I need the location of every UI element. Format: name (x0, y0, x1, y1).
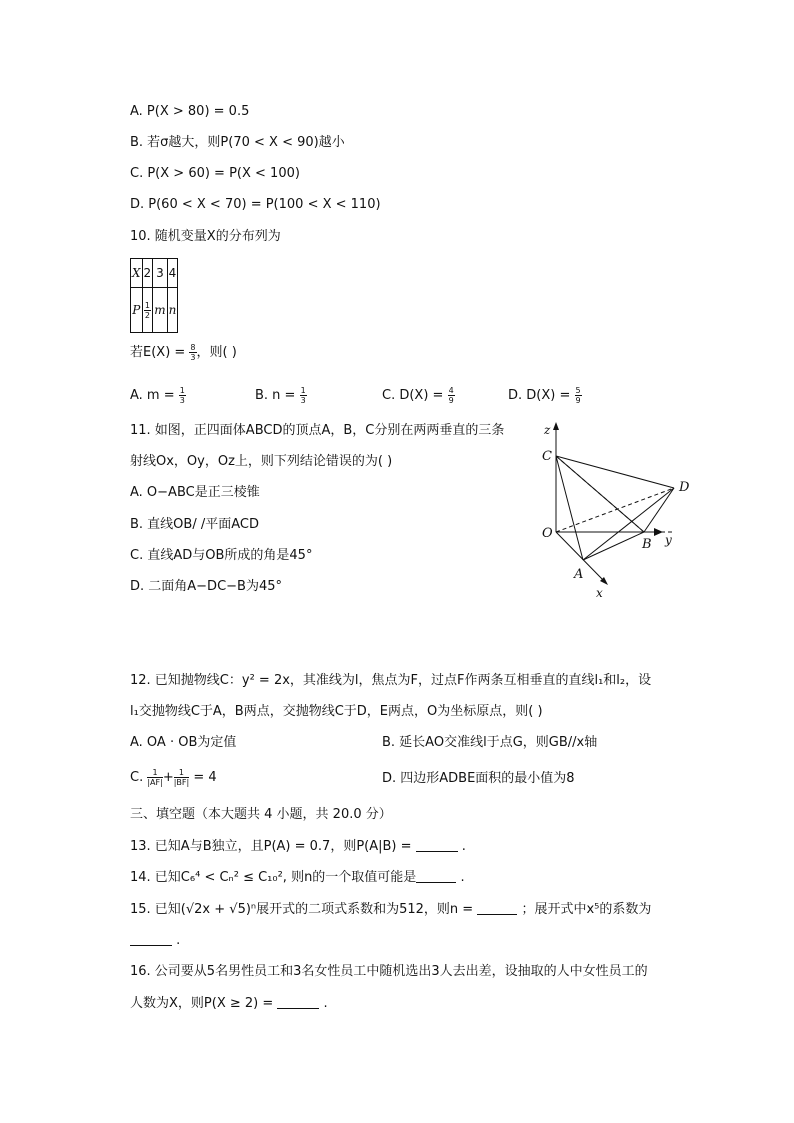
fraction-numerator: 1 (300, 386, 306, 395)
fraction-denominator: 9 (575, 396, 581, 405)
option-label: C. (130, 770, 144, 785)
fraction-denominator: 9 (448, 396, 454, 405)
q15-line1 (130, 900, 651, 920)
option-label: A. m = (130, 388, 179, 403)
q16-text: 人数为X，则P(X ≥ 2) = (130, 996, 278, 1011)
q10-stem: 10. 随机变量X的分布列为 (130, 229, 281, 244)
fraction-denominator: 3 (179, 396, 185, 405)
table-cell: 3 (153, 259, 167, 288)
fraction (174, 768, 189, 787)
q10-option-c (382, 386, 455, 406)
q16-end: . (319, 996, 328, 1011)
q15-line2 (130, 931, 180, 951)
table-cell: 4 (167, 259, 178, 288)
q12-option-d: D. 四边形ADBE面积的最小值为8 (382, 771, 575, 786)
q16-line1: 16. 公司要从5名男性员工和3名女性员工中随机选出3人去出差，设抽取的人中女性员工的 (130, 964, 648, 979)
label-y: y (665, 533, 672, 547)
table-cell: 2 (142, 259, 153, 288)
fraction (144, 301, 151, 320)
table-cell: P (131, 288, 143, 333)
q11-option-b: B. 直线OB/ /平面ACD (130, 517, 259, 532)
option-label: D. D(X) = (508, 388, 575, 403)
q14-end: . (456, 870, 465, 885)
q10-option-b (255, 386, 307, 406)
answer-blank[interactable] (477, 900, 517, 915)
q9-option-d: D. P(60 < X < 70) = P(100 < X < 110) (130, 197, 381, 212)
fraction-numerator: 5 (575, 386, 581, 395)
fraction-numerator: 1 (179, 386, 185, 395)
label-d: D (679, 480, 690, 495)
answer-blank[interactable] (277, 994, 319, 1009)
section-title: 三、填空题（本大题共 4 小题，共 20.0 分） (130, 807, 392, 822)
q15-end: . (172, 933, 181, 948)
q11-option-a: A. O−ABC是正三棱锥 (130, 485, 260, 500)
q13 (130, 837, 466, 857)
fraction-denominator: 2 (144, 310, 150, 320)
tetrahedron-figure (530, 418, 710, 600)
fraction (189, 343, 196, 362)
q12-option-a: A. OA · OB为定值 (130, 735, 237, 750)
q10-condition-prefix: 若E(X) = (130, 345, 190, 360)
q12-stem-line1: 12. 已知抛物线C：y² = 2x，其准线为l，焦点为F，过点F作两条互相垂直的直线l₁和l₂，设 (130, 673, 652, 688)
q11-option-c: C. 直线AD与OB所成的角是45° (130, 548, 313, 563)
fraction-denominator: 3 (190, 353, 196, 362)
fraction (147, 768, 162, 787)
plus-sign: + (162, 770, 174, 785)
option-label: C. D(X) = (382, 388, 448, 403)
fraction-numerator: 4 (448, 386, 454, 395)
q15-text-mid: ；展开式中x⁵的系数为 (517, 902, 652, 917)
q12-option-b: B. 延长AO交准线l于点G，则GB//x轴 (382, 735, 598, 750)
edge-ca (556, 456, 583, 560)
fraction-denominator: |BF| (173, 778, 190, 787)
table-cell (142, 288, 153, 333)
q11-option-d: D. 二面角A−DC−B为45° (130, 579, 283, 594)
q9-option-a: A. P(X > 80) = 0.5 (130, 104, 250, 119)
q13-text: 13. 已知A与B独立，且P(A) = 0.7，则P(A|B) = (130, 839, 416, 854)
fraction (300, 386, 307, 405)
q10-option-a (130, 386, 186, 406)
distribution-table (130, 258, 178, 333)
q10-condition (130, 343, 237, 363)
q13-end: . (457, 839, 466, 854)
fraction (575, 386, 582, 405)
fraction-numerator: 8 (190, 343, 196, 352)
q9-option-b: B. 若σ越大，则P(70 < X < 90)越小 (130, 135, 345, 150)
z-axis-arrow (553, 422, 559, 430)
hidden-edge-cb (556, 456, 644, 532)
fraction-denominator: |AF| (147, 778, 163, 787)
label-b: B (642, 537, 652, 552)
fraction-numerator: 1 (174, 768, 189, 778)
table-cell: n (167, 288, 178, 333)
edge-ad (583, 488, 674, 560)
label-x: x (596, 586, 603, 600)
q14-text: 14. 已知C₆⁴ < Cₙ² ≤ C₁₀², 则n的一个取值可能是 (130, 870, 417, 885)
edge-bd (644, 488, 674, 532)
label-c: C (542, 449, 552, 464)
answer-blank[interactable] (416, 837, 458, 852)
q16-line2 (130, 994, 328, 1014)
table-cell: m (153, 288, 167, 333)
q11-stem-line2: 射线Ox，Oy，Oz上，则下列结论错误的为( ) (130, 454, 393, 469)
table-cell: X (131, 259, 143, 288)
fraction (448, 386, 455, 405)
equation-rhs: = 4 (193, 770, 217, 785)
q10-condition-suffix: ，则( ) (196, 345, 237, 360)
label-z: z (544, 423, 551, 437)
q9-option-c: C. P(X > 60) = P(X < 100) (130, 166, 300, 181)
q15-text: 15. 已知(√2x + √5)ⁿ展开式的二项式系数和为512，则n = (130, 902, 478, 917)
answer-blank[interactable] (416, 868, 456, 883)
fraction-denominator: 3 (300, 396, 306, 405)
q10-option-d (508, 386, 582, 406)
label-a: A (574, 567, 584, 582)
edge-cd (556, 456, 674, 488)
q12-stem-line2: l₁交抛物线C于A，B两点，交抛物线C于D，E两点，O为坐标原点，则( ) (130, 704, 543, 719)
answer-blank[interactable] (130, 931, 172, 946)
fraction-numerator: 1 (144, 300, 150, 310)
q11-stem-line1: 11. 如图，正四面体ABCD的顶点A，B，C分别在两两垂直的三条 (130, 423, 505, 438)
q12-option-c (130, 768, 217, 788)
fraction-numerator: 1 (147, 768, 162, 778)
q14 (130, 868, 465, 888)
option-label: B. n = (255, 388, 300, 403)
label-o: O (542, 526, 553, 541)
fraction (179, 386, 186, 405)
